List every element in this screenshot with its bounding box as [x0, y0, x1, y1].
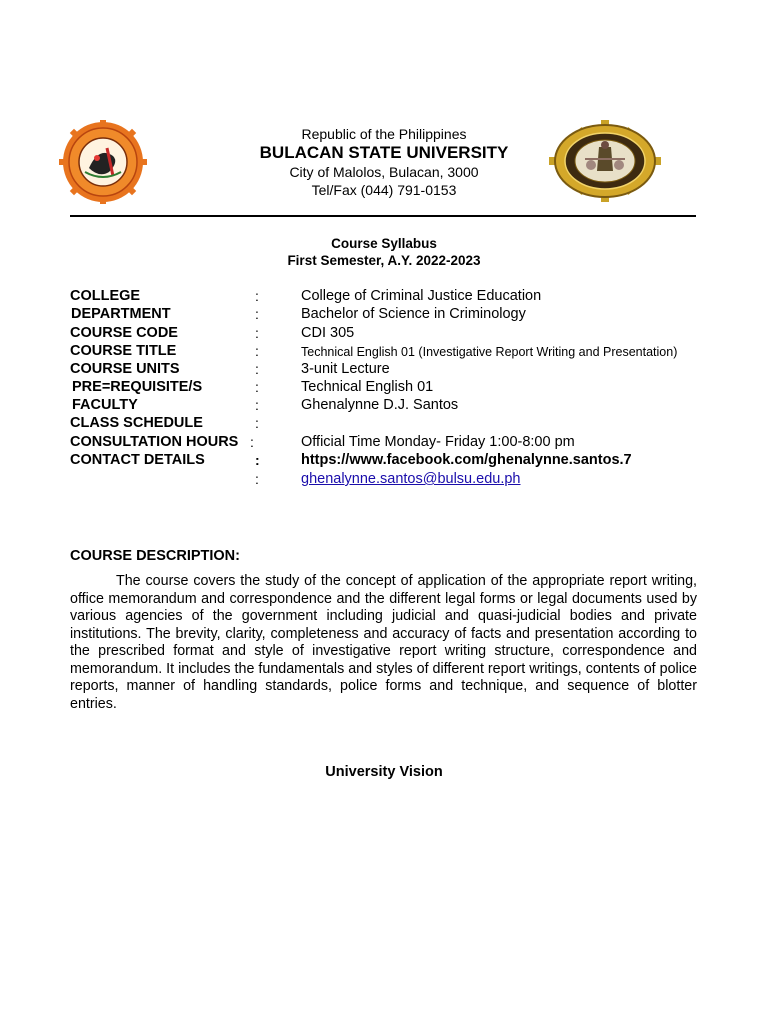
- info-label: COURSE TITLE: [70, 343, 177, 359]
- info-label: DEPARTMENT: [71, 306, 171, 322]
- info-colon: :: [255, 397, 259, 413]
- info-label: PRE=REQUISITE/S: [72, 379, 203, 395]
- course-description-heading: COURSE DESCRIPTION:: [70, 548, 240, 564]
- info-colon: :: [255, 306, 259, 322]
- info-value: Technical English 01 (Investigative Report Writing and Presentation): [301, 345, 678, 359]
- info-label: CLASS SCHEDULE: [70, 415, 203, 431]
- course-description-body: The course covers the study of the concept of application of the appropriate report writing, office memorandum and correspondence and the different legal forms or legal documents used by various agencies of the government including judicial and quasi-judicial bodies and private institutions. The brevity, clarity, completeness and accuracy of facts and presentation according to the prescribed format and style of investigative report writing structure, correspondence and memorandum. It includes the fundamentals and styles of different report writings, contents of police reports, manner of handling standards, police forms and technique, and sequence of blotter entries.: [70, 573, 697, 712]
- header-divider: [70, 215, 696, 217]
- email-link[interactable]: ghenalynne.santos@bulsu.edu.ph: [301, 471, 521, 487]
- info-colon: :: [255, 361, 259, 377]
- info-label: FACULTY: [72, 397, 138, 413]
- info-label: COURSE CODE: [70, 325, 178, 341]
- university-vision-heading: University Vision: [325, 764, 443, 780]
- syllabus-term: First Semester, A.Y. 2022-2023: [287, 253, 481, 268]
- info-value: Technical English 01: [301, 379, 434, 395]
- info-value: Official Time Monday- Friday 1:00-8:00 pm: [301, 434, 575, 450]
- info-value: 3-unit Lecture: [301, 361, 390, 377]
- info-colon: :: [255, 471, 259, 487]
- info-colon: :: [250, 434, 254, 450]
- info-colon: :: [255, 343, 259, 359]
- info-value: College of Criminal Justice Education: [301, 288, 542, 304]
- info-label: CONSULTATION HOURS: [70, 434, 239, 450]
- info-colon: :: [255, 415, 259, 431]
- facebook-link[interactable]: https://www.facebook.com/ghenalynne.santos.7: [301, 452, 632, 468]
- university-telfax: Tel/Fax (044) 791-0153: [311, 182, 457, 198]
- university-address: City of Malolos, Bulacan, 3000: [289, 164, 479, 180]
- info-colon: :: [255, 325, 259, 341]
- university-name: BULACAN STATE UNIVERSITY: [259, 143, 509, 162]
- info-value: CDI 305: [301, 325, 355, 341]
- info-colon: :: [255, 379, 259, 395]
- info-colon: :: [255, 288, 259, 304]
- info-label: COLLEGE: [70, 288, 141, 304]
- info-label: COURSE UNITS: [70, 361, 180, 377]
- country-line: Republic of the Philippines: [301, 126, 467, 142]
- info-colon: :: [255, 452, 260, 468]
- syllabus-title: Course Syllabus: [331, 236, 437, 251]
- info-label: CONTACT DETAILS: [70, 452, 205, 468]
- info-value: Bachelor of Science in Criminology: [301, 306, 526, 322]
- info-value: Ghenalynne D.J. Santos: [301, 397, 459, 413]
